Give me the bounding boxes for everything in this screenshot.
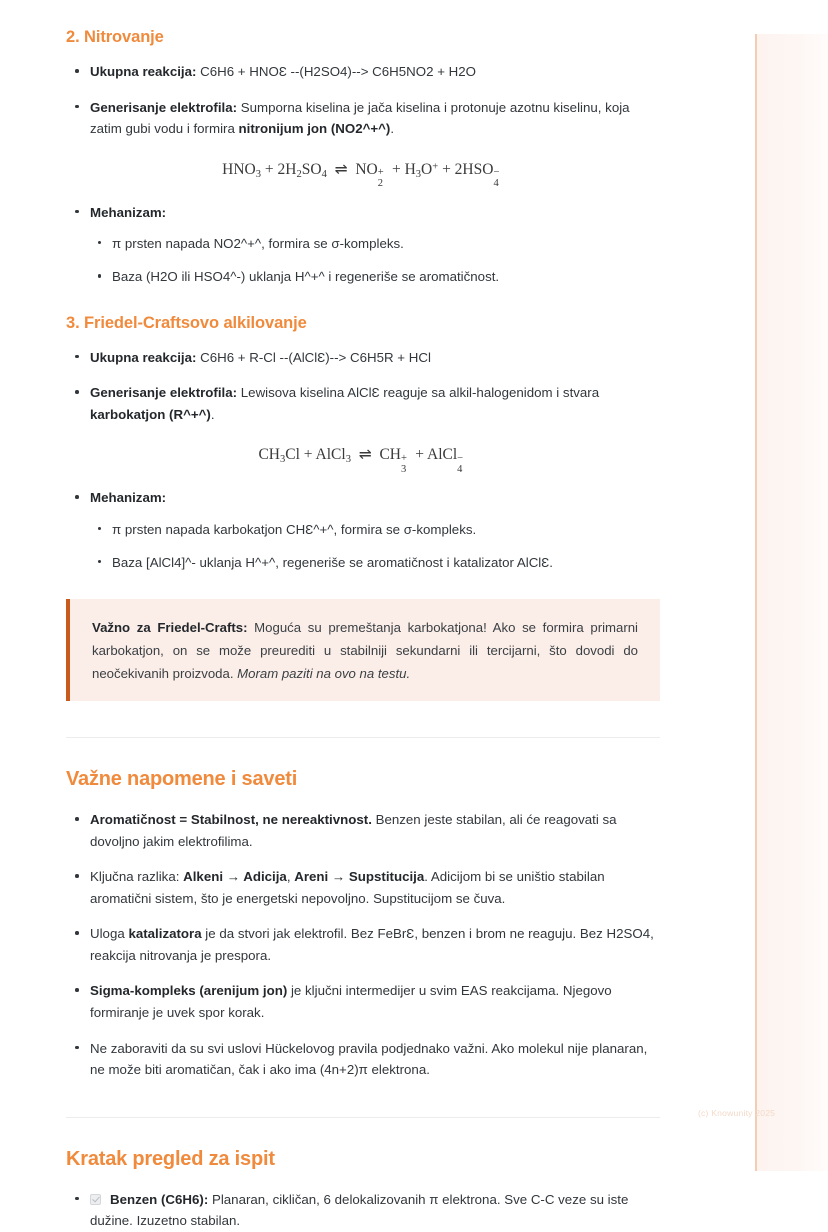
section-heading-nitrovanje: 2. Nitrovanje bbox=[66, 28, 164, 46]
callout-important-friedel-crafts bbox=[66, 599, 660, 701]
list-item bbox=[66, 382, 660, 425]
bullet-label: Ukupna reakcija: bbox=[90, 349, 197, 365]
list-item bbox=[66, 980, 660, 1023]
bullet-tail-end: . bbox=[210, 406, 215, 422]
chemical-equation-friedel: $CH_3Cl$ + AlCl$_3$ ⇌ CH + 3 + AlCl − 4 bbox=[258, 446, 464, 475]
bullet-text: C6H6 + HNOƐ --(H2SO4)--> C6H5NO2 + H2O bbox=[196, 64, 477, 79]
section-heading-friedel-crafts: 3. Friedel-Craftsovo alkilovanje bbox=[66, 313, 307, 332]
bullet-pre: Ključna razlika: bbox=[90, 869, 184, 885]
chemical-equation-nitrovanje: $HNO_3 + 2H_2SO_4$ ⇌ NO + 2 + $H_3O^+ + 2HSO$ − 4 bbox=[222, 160, 500, 190]
bullet-text: Sumporna kiselina je jača kiselina i protonuje azotnu kiselinu, koja zatim gubi vodu i formira bbox=[90, 99, 630, 137]
bullet-bold-2: Areni → Supstitucija bbox=[294, 869, 425, 885]
bullet-text: je da stvori jak elektrofil. Bez FeBrƐ, benzen i brom ne reaguju. Bez H2SO4, reakcija nitrovanja je prespora. bbox=[90, 926, 654, 963]
checklist-text: Planaran, cikličan, 6 delokalizovanih π elektrona. Sve C-C veze su iste dužine. Izuzetno stabilan. bbox=[90, 1191, 629, 1229]
list-item bbox=[66, 347, 660, 369]
section-nitrovanje bbox=[66, 28, 660, 288]
friedel-mechanism-list bbox=[66, 487, 660, 573]
list-item bbox=[66, 97, 660, 140]
bullet-text: Benzen jeste stabilan, ali će reagovati sa dovoljno jakim elektrofilima. bbox=[90, 812, 617, 849]
list-item: π prsten napada karbokatjon CHƐ^+^, formira se σ-kompleks. bbox=[90, 519, 660, 540]
section-divider bbox=[66, 1117, 660, 1118]
section-vazne-napomene bbox=[66, 768, 660, 1080]
list-item bbox=[66, 487, 660, 573]
list-item bbox=[66, 923, 660, 966]
list-item bbox=[66, 202, 660, 288]
section-heading-vazne-napomene: Važne napomene i saveti bbox=[66, 768, 298, 791]
list-item: π prsten napada NO2^+^, formira se σ-kompleks. bbox=[90, 233, 660, 254]
decorative-right-strip bbox=[755, 34, 828, 1171]
mechanism-label: Mehanizam: bbox=[90, 490, 167, 506]
mechanism-label: Mehanizam: bbox=[90, 204, 167, 220]
bullet-bold-tail: karbokatjon (R^+^) bbox=[90, 406, 211, 422]
list-item bbox=[66, 809, 660, 852]
napomene-bullet-list bbox=[66, 809, 660, 1080]
checklist-label: Benzen (C6H6): bbox=[110, 1191, 209, 1207]
list-item bbox=[66, 61, 660, 83]
bullet-text: C6H6 + R-Cl --(AlClƐ)--> C6H5R + HCl bbox=[196, 349, 431, 365]
watermark-copyright: (c) Knowunity 2025 bbox=[698, 1108, 776, 1118]
list-item bbox=[66, 866, 660, 909]
nitrovanje-bullet-list bbox=[66, 61, 660, 140]
bullet-text: je ključni intermedijer u svim EAS reakcijama. Njegovo formiranje je uvek spor korak. bbox=[90, 983, 612, 1021]
friedel-bullet-list bbox=[66, 347, 660, 426]
callout-italic-note: Moram paziti na ovo na testu. bbox=[237, 665, 411, 681]
list-item bbox=[66, 1189, 660, 1232]
bullet-mid: , bbox=[286, 869, 295, 885]
bullet-label: Generisanje elektrofila: bbox=[90, 99, 238, 115]
callout-text: Moguća su premeštanja karbokatjona! Ako se formira primarni karbokatjon, on se može preurediti u stabilniji sekundarni ili tercijarni, što dovodi do neočekivanih proizvoda. bbox=[92, 620, 638, 681]
bullet-bold-1: Alkeni → Adicija bbox=[183, 869, 287, 885]
bullet-label: Ukupna reakcija: bbox=[90, 64, 197, 79]
section-kratak-pregled bbox=[66, 1148, 660, 1232]
callout-label: Važno za Friedel-Crafts: bbox=[92, 620, 248, 636]
mechanism-sublist bbox=[90, 519, 660, 574]
mechanism-sublist bbox=[90, 233, 660, 288]
bullet-lead-bold: Aromatičnost = Stabilnost, ne nereaktivnost. bbox=[90, 812, 372, 828]
list-item: Baza (H2O ili HSO4^-) uklanja H^+^ i regeneriše se aromatičnost. bbox=[90, 266, 660, 287]
bullet-text: Ne zaboraviti da su svi uslovi Hückelovog pravila podjednako važni. Ako molekul nije planaran, ne može biti aromatičan, čak i ako ima (4n+2)π elektrona. bbox=[90, 1040, 648, 1078]
list-item: Baza [AlCl4]^- uklanja H^+^, regeneriše se aromatičnost i katalizator AlClƐ. bbox=[90, 552, 660, 573]
checkbox-checked-icon[interactable] bbox=[90, 1194, 101, 1205]
bullet-text: . Adicijom bi se uništio stabilan aromatični sistem, što je energetski nepovoljno. Supstitucijom se čuva. bbox=[90, 869, 605, 906]
nitrovanje-mechanism-list bbox=[66, 202, 660, 288]
bullet-label: Generisanje elektrofila: bbox=[90, 385, 238, 401]
list-item bbox=[66, 1038, 660, 1081]
bullet-bold-1: katalizatora bbox=[128, 926, 202, 942]
section-friedel-crafts bbox=[66, 314, 660, 702]
bullet-text: Lewisova kiselina AlClƐ reaguje sa alkil-halogenidom i stvara bbox=[237, 385, 600, 401]
bullet-lead-bold: Sigma-kompleks (arenijum jon) bbox=[90, 983, 288, 999]
bullet-bold-tail: nitronijum jon (NO2^+^) bbox=[238, 121, 391, 137]
pregled-checklist bbox=[66, 1189, 660, 1232]
section-divider bbox=[66, 737, 660, 738]
bullet-pre: Uloga bbox=[90, 926, 129, 942]
section-heading-kratak-pregled: Kratak pregled za ispit bbox=[66, 1147, 275, 1170]
bullet-tail-end: . bbox=[390, 121, 395, 137]
